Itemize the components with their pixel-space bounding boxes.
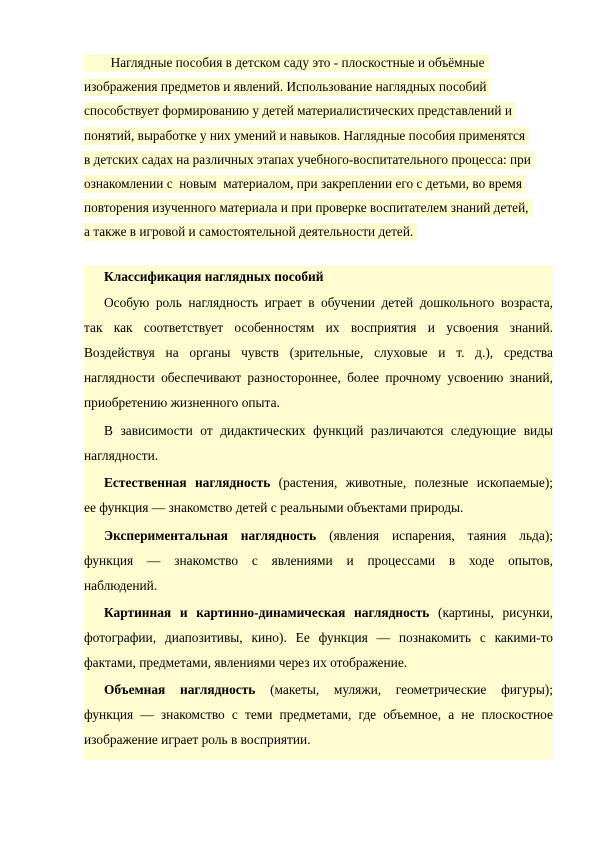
experimental-examples: (явления испарения, таяния льда); — [316, 528, 553, 543]
section-title: Классификация наглядных пособий — [104, 269, 324, 284]
pictorial-term: Картинная и картинно-динамическая наглядность — [104, 605, 430, 620]
volumetric-line-1 — [84, 680, 553, 700]
natural-term: Естественная наглядность — [104, 475, 271, 490]
pictorial-examples: (картины, рисунки, — [429, 605, 553, 620]
volumetric-examples: (макеты, муляжи, геометрические фигуры); — [255, 682, 553, 697]
volumetric-line-2: функция — знакомство с теми предметами, где объемное, а не плоскостное — [84, 707, 553, 722]
volumetric-line-3: изображение играет роль в восприятии. — [84, 732, 311, 747]
experimental-term: Экспериментальная наглядность — [104, 528, 317, 543]
intro-line-3: способствует формированию у детей материалистических представлений и — [84, 99, 595, 123]
paragraph1-line-5: приобретению жизненного опыта. — [84, 395, 280, 410]
intro-line-1: Наглядные пособия в детском саду это - плоскостные и объёмные — [84, 51, 595, 75]
intro-line-6: ознакомлении с новым материалом, при закреплении его с детьми, во время — [84, 172, 595, 196]
paragraph1-line-3: Воздействуя на органы чувств (зрительные, слуховые и т. д.), средства — [84, 345, 553, 360]
paragraph1-line-4: наглядности обеспечивают разностороннее, более прочному усвоению знаний, — [84, 370, 553, 385]
intro-line-2: изображения предметов и явлений. Использование наглядных пособий — [84, 75, 595, 99]
classification-section — [84, 266, 553, 760]
experimental-line-3: наблюдений. — [84, 578, 158, 593]
paragraph1-line-2: так как соответствует особенностям их восприятия и усвоения знаний. — [84, 320, 553, 335]
intro-line-7: повторения изученного материала и при проверке воспитателем знаний детей, — [84, 196, 595, 220]
experimental-line-1 — [84, 526, 553, 546]
pictorial-line-2: фотографии, диапозитивы, кино). Ее функция — познакомить с какими-то — [84, 630, 553, 645]
pictorial-line-1 — [84, 603, 553, 623]
natural-line-2: ее функция — знакомство детей с реальными объектами природы. — [84, 500, 464, 515]
intro-line-8: а также в игровой и самостоятельной деятельности детей. — [84, 220, 595, 244]
intro-line-5: в детских садах на различных этапах учебного-воспитательного процесса: при — [84, 148, 595, 172]
paragraph1-line-1: Особую роль наглядность играет в обучении детей дошкольного возраста, — [104, 295, 553, 310]
pictorial-line-3: фактами, предметами, явлениями через их отображение. — [84, 655, 408, 670]
intro-paragraph — [84, 51, 595, 245]
intro-line-4: понятий, выработке у них умений и навыков. Наглядные пособия применятся — [84, 124, 595, 148]
paragraph2-line-1: В зависимости от дидактических функций различаются следующие виды — [104, 423, 553, 438]
natural-line-1 — [84, 473, 553, 493]
experimental-line-2: функция — знакомство с явлениями и процессами в ходе опытов, — [84, 553, 553, 568]
volumetric-term: Объемная наглядность — [104, 682, 256, 697]
paragraph2-line-2: наглядности. — [84, 448, 159, 463]
natural-examples: (растения, животные, полезные ископаемые); — [270, 475, 554, 490]
